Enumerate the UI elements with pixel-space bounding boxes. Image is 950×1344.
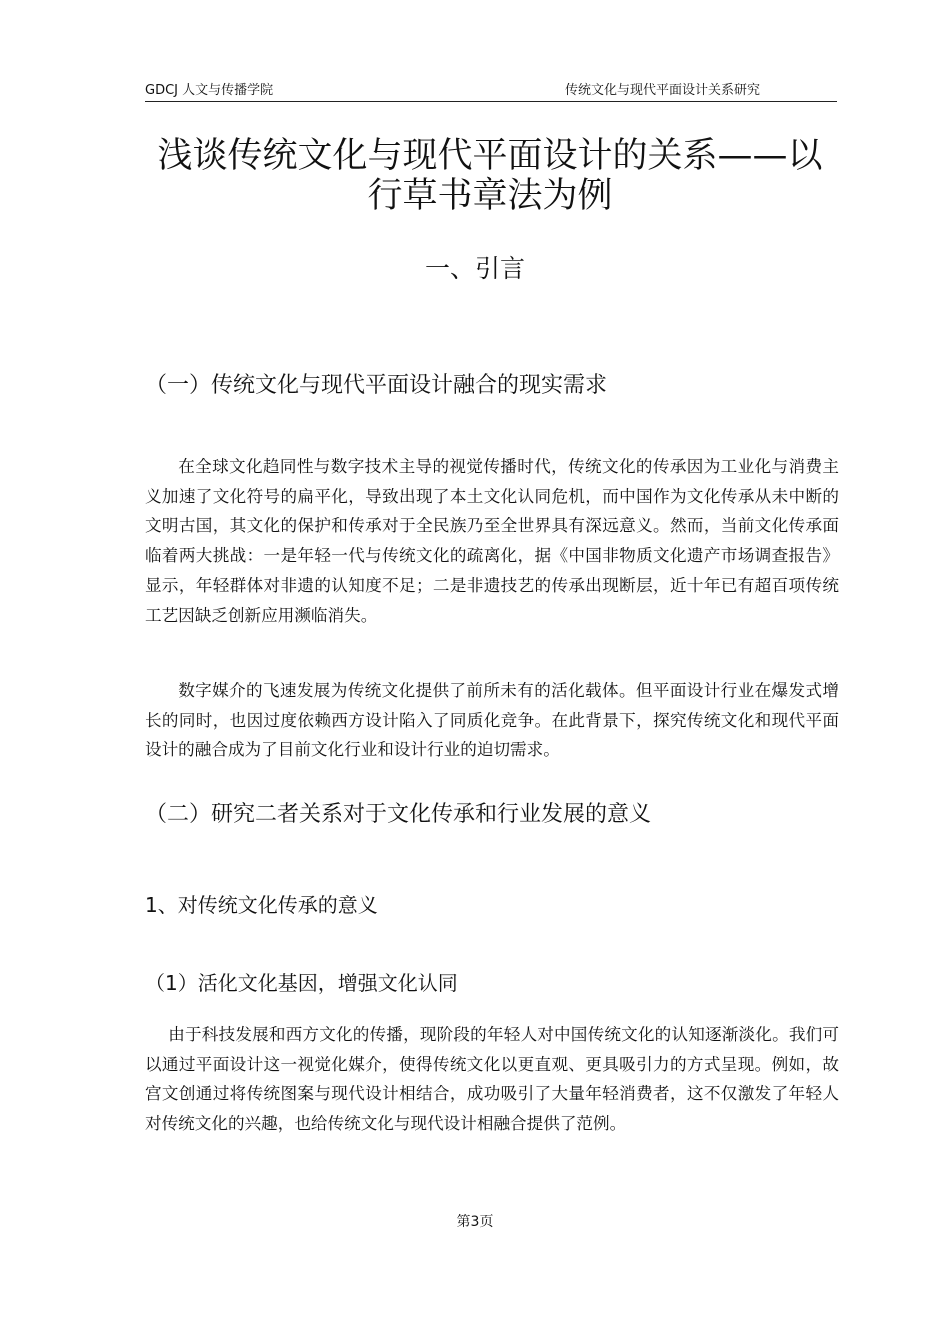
item-heading-1: 1、对传统文化传承的意义	[145, 893, 378, 917]
section-heading: 一、引言	[424, 254, 525, 283]
running-header	[145, 77, 837, 102]
subsection-heading-2: （二）研究二者关系对于文化传承和行业发展的意义	[145, 802, 652, 827]
header-left-text: GDCJ 人文与传播学院	[145, 83, 274, 98]
paragraph-2: 数字媒介的飞速发展为传统文化提供了前所未有的活化载体。但平面设计行业在爆发式增长的同时，也因过度依赖西方设计陷入了同质化竞争。在此背景下，探究传统文化和现代平面设计的融合成为了目前文化行业和设计行业的迫切需求。	[145, 681, 839, 760]
paper-title	[120, 136, 860, 216]
title-line-1: 浅谈传统文化与现代平面设计的关系——以	[157, 136, 823, 176]
subsection-heading-1: （一）传统文化与现代平面设计融合的现实需求	[145, 373, 608, 398]
paragraph-1: 在全球文化趋同性与数字技术主导的视觉传播时代，传统文化的传承因为工业化与消费主义加速了文化符号的扁平化，导致出现了本土文化认同危机，而中国作为文化传承从未中断的文明古国，其文化的保护和传承对于全民族乃至全世界具有深远意义。然而，当前文化传承面临着两大挑战：一是年轻一代与传统文化的疏离化，据《中国非物质文化遗产市场调查报告》显示，年轻群体对非遗的认知度不足；二是非遗技艺的传承出现断层，近十年已有超百项传统工艺因缺乏创新应用濒临消失。	[145, 457, 839, 625]
paragraph-3: 由于科技发展和西方文化的传播，现阶段的年轻人对中国传统文化的认知逐渐淡化。我们可以通过平面设计这一视觉化媒介，使得传统文化以更直观、更具吸引力的方式呈现。例如，故宫文创通过将传统图案与现代设计相结合，成功吸引了大量年轻消费者，这不仅激发了年轻人对传统文化的兴趣，也给传统文化与现代设计相融合提供了范例。	[145, 1025, 839, 1134]
title-line-2: 行草书章法为例	[367, 176, 613, 216]
header-right-text: 传统文化与现代平面设计关系研究	[565, 83, 761, 98]
page-number: 第3页	[456, 1214, 494, 1230]
sub-item-heading-1: （1）活化文化基因，增强文化认同	[145, 971, 458, 995]
